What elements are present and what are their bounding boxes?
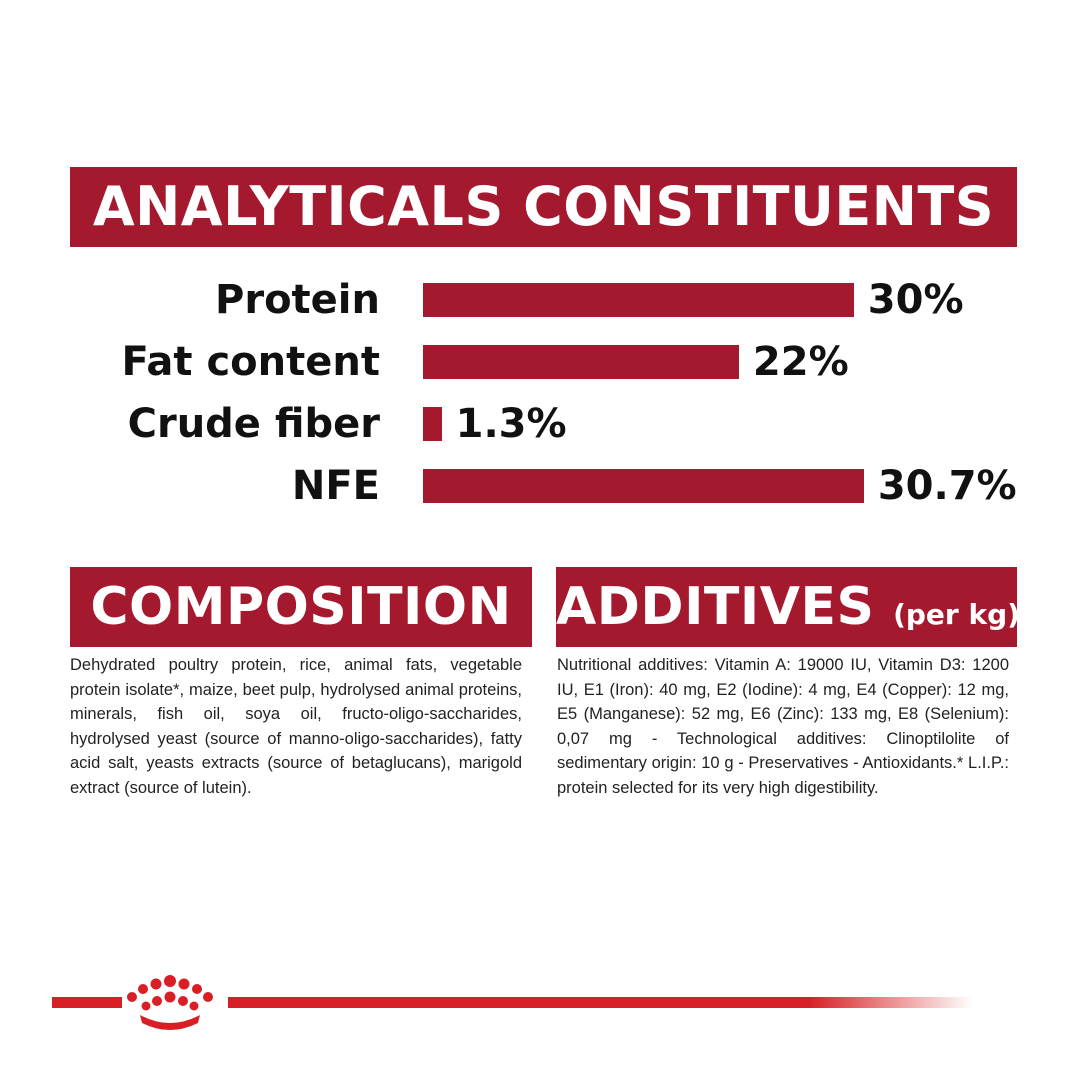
composition-title: COMPOSITION: [90, 577, 512, 637]
composition-banner: [70, 567, 532, 647]
analytical-constituents-banner: [70, 167, 1017, 247]
bar-label-2: Crude fiber: [127, 401, 380, 447]
bar-value-1: 22%: [752, 339, 849, 385]
bar-value-3: 30.7%: [877, 463, 1017, 509]
additives-unit: (per kg): [893, 598, 1020, 631]
footer-line-left: [52, 997, 122, 1008]
crown-icon: [118, 973, 222, 1033]
bar-2: [423, 407, 442, 441]
bar-0: [423, 283, 854, 317]
additives-title: ADDITIVES: [556, 577, 875, 637]
bar-value-2: 1.3%: [455, 401, 567, 447]
bar-label-3: NFE: [291, 463, 380, 509]
additives-text: Nutritional additives: Vitamin A: 19000 IU, Vitamin D3: 1200 IU, E1 (Iron): 40 mg, E2 (Iodine): 4 mg, E4 (Copper): 12 mg, E5 (Manganese): 52 mg, E6 (Zinc): 133 mg, E8 (Selenium): 0,07 mg - Technological additives: Clinoptilolite of sedimentary origin: 10 g - Preservatives - Antioxidants.* L.I.P.: protein selected for its very high digestibility.: [557, 656, 1009, 797]
bar-1: [423, 345, 739, 379]
bar-label-0: Protein: [215, 277, 380, 323]
bar-value-0: 30%: [867, 277, 964, 323]
footer-line-right: [228, 997, 973, 1008]
analytical-constituents-title: ANALYTICALS CONSTITUENTS: [92, 175, 995, 238]
bar-3: [423, 469, 864, 503]
bar-label-1: Fat content: [121, 339, 380, 385]
composition-text: Dehydrated poultry protein, rice, animal fats, vegetable protein isolate*, maize, beet pulp, hydrolysed animal proteins, minerals, fish oil, soya oil, fructo-oligo-saccharides, hydrolysed yeast (source of manno-oligo-saccharides), fatty acid salt, yeasts extracts (source of betaglucans), marigold extract (source of lutein).: [70, 656, 522, 797]
additives-banner: [556, 567, 1020, 647]
